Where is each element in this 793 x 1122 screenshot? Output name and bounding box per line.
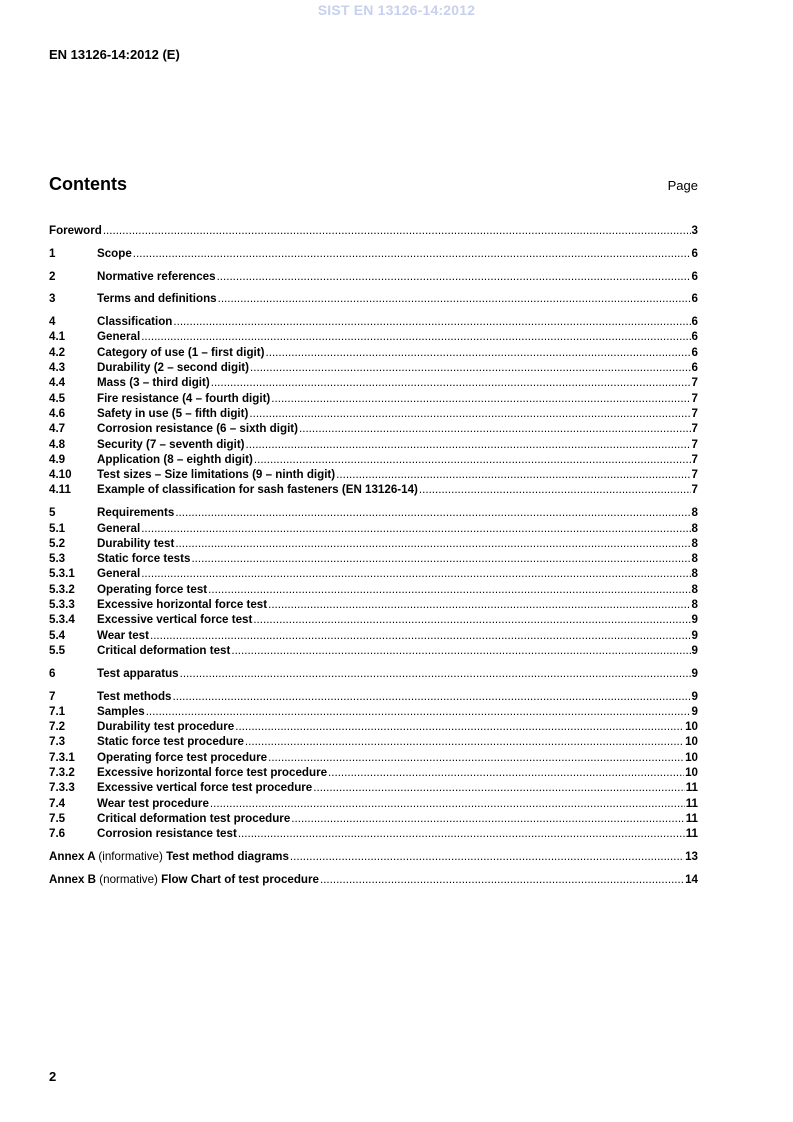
annex-kind: (normative) bbox=[99, 872, 158, 886]
dot-leader bbox=[141, 521, 690, 536]
toc-entry-page: 6 bbox=[691, 269, 698, 283]
dot-leader bbox=[253, 612, 690, 627]
toc-entry-page: 8 bbox=[691, 582, 698, 596]
contents-title: Contents bbox=[49, 174, 127, 194]
dot-leader bbox=[211, 375, 691, 390]
toc-entry[interactable] bbox=[49, 314, 698, 329]
toc-entry-title: Terms and definitions bbox=[97, 292, 217, 306]
toc-entry-number: 4.1 bbox=[49, 330, 66, 344]
toc-entry-title: Corrosion resistance (6 – sixth digit) bbox=[97, 422, 299, 436]
dot-leader bbox=[150, 628, 691, 643]
toc-entry-number: 7.4 bbox=[49, 796, 66, 810]
toc-entry-page: 3 bbox=[691, 224, 698, 237]
dot-leader bbox=[250, 360, 691, 375]
toc-entry[interactable] bbox=[49, 345, 698, 360]
dot-leader bbox=[328, 765, 684, 780]
toc-entry-page: 6 bbox=[691, 315, 698, 329]
toc-entry-page: 10 bbox=[685, 750, 698, 764]
toc-entry-number: 2 bbox=[49, 269, 56, 283]
dot-leader bbox=[208, 582, 690, 597]
toc-entry[interactable] bbox=[49, 536, 698, 551]
dot-leader bbox=[249, 406, 690, 421]
toc-entry[interactable] bbox=[49, 612, 698, 627]
toc-entry[interactable] bbox=[49, 628, 698, 643]
toc-entry-page: 11 bbox=[685, 781, 698, 795]
toc-entry-title bbox=[49, 872, 319, 887]
toc-entry-title: Excessive vertical force test bbox=[97, 613, 253, 627]
toc-entry-title: Critical deformation test procedure bbox=[97, 811, 291, 825]
toc-entry[interactable] bbox=[49, 689, 698, 704]
dot-leader bbox=[419, 482, 691, 497]
dot-leader bbox=[103, 223, 691, 238]
toc-entry-page: 7 bbox=[691, 483, 698, 497]
toc-entry[interactable] bbox=[49, 780, 698, 795]
toc-entry[interactable] bbox=[49, 329, 698, 344]
toc-entry-title: Durability test bbox=[97, 536, 175, 550]
toc-entry-title: Operating force test procedure bbox=[97, 750, 268, 764]
toc-entry-title: Critical deformation test bbox=[97, 643, 231, 657]
toc-entry-title: Security (7 – seventh digit) bbox=[97, 437, 245, 451]
toc-entry-title: Test apparatus bbox=[97, 666, 179, 680]
toc-entry-number: 4.3 bbox=[49, 361, 66, 375]
toc-entry[interactable] bbox=[49, 704, 698, 719]
toc-entry-page: 7 bbox=[691, 422, 698, 436]
page-column-label: Page bbox=[667, 178, 698, 193]
toc-entry-page: 11 bbox=[685, 811, 698, 825]
dot-leader bbox=[175, 505, 690, 520]
toc-entry[interactable] bbox=[49, 269, 698, 284]
dot-leader bbox=[175, 536, 690, 551]
toc-entry-page: 14 bbox=[685, 872, 698, 886]
toc-entry-page: 7 bbox=[691, 452, 698, 466]
toc-entry-title: Static force tests bbox=[97, 552, 191, 566]
toc-entry-number: 7.6 bbox=[49, 827, 66, 841]
toc-entry[interactable] bbox=[49, 811, 698, 826]
toc-entry-number: 5.2 bbox=[49, 536, 66, 550]
toc-entry[interactable] bbox=[49, 406, 698, 421]
dot-leader bbox=[191, 551, 690, 566]
toc-entry-page: 9 bbox=[691, 704, 698, 718]
toc-entry-title: Safety in use (5 – fifth digit) bbox=[97, 406, 249, 420]
annex-kind: (informative) bbox=[98, 849, 163, 863]
annex-title: Flow Chart of test procedure bbox=[161, 872, 319, 886]
dot-leader bbox=[235, 719, 684, 734]
dot-leader bbox=[173, 689, 691, 704]
toc-entry[interactable] bbox=[49, 826, 698, 841]
toc-entry-title: Fire resistance (4 – fourth digit) bbox=[97, 391, 271, 405]
toc-entry-page: 7 bbox=[691, 391, 698, 405]
toc-entry-title: Classification bbox=[97, 315, 173, 329]
dot-leader bbox=[291, 811, 684, 826]
toc-entry-page: 9 bbox=[691, 613, 698, 627]
toc-entry-number: 5.3.1 bbox=[49, 567, 75, 581]
toc-entry-page: 7 bbox=[691, 376, 698, 390]
toc-entry-page: 6 bbox=[691, 345, 698, 359]
toc-entry-page: 8 bbox=[691, 598, 698, 612]
toc-entry-number: 7.5 bbox=[49, 811, 66, 825]
toc-entry-title: Wear test bbox=[97, 628, 149, 642]
toc-entry-annex-b[interactable] bbox=[49, 872, 698, 887]
toc-entry-number: 7.1 bbox=[49, 704, 66, 718]
toc-entry[interactable] bbox=[49, 421, 698, 436]
dot-leader bbox=[336, 467, 690, 482]
toc-entry-number: 5 bbox=[49, 506, 56, 520]
dot-leader bbox=[290, 849, 684, 864]
toc-entry-title: Scope bbox=[97, 246, 132, 260]
toc-entry-number: 7.3.2 bbox=[49, 766, 75, 779]
toc-entry-title: Wear test procedure bbox=[97, 796, 209, 810]
toc-entry-page: 9 bbox=[691, 628, 698, 642]
toc-entry-title: Foreword bbox=[49, 224, 102, 237]
toc-entry[interactable] bbox=[49, 796, 698, 811]
toc-entry[interactable] bbox=[49, 467, 698, 482]
toc-entry[interactable] bbox=[49, 566, 698, 581]
toc-entry-number: 5.1 bbox=[49, 521, 66, 535]
table-of-contents bbox=[49, 223, 698, 887]
dot-leader bbox=[245, 734, 684, 749]
toc-entry-page: 6 bbox=[691, 330, 698, 344]
dot-leader bbox=[266, 345, 691, 360]
toc-entry-title bbox=[49, 849, 289, 864]
toc-entry-number: 5.3.2 bbox=[49, 582, 75, 596]
toc-entry-number: 4 bbox=[49, 315, 56, 329]
toc-entry[interactable] bbox=[49, 375, 698, 390]
toc-entry-page: 8 bbox=[691, 567, 698, 581]
toc-entry-title: General bbox=[97, 330, 141, 344]
dot-leader bbox=[146, 704, 691, 719]
toc-entry-number: 7 bbox=[49, 689, 56, 703]
toc-entry-number: 5.3.4 bbox=[49, 613, 75, 627]
toc-entry[interactable] bbox=[49, 551, 698, 566]
dot-leader bbox=[313, 780, 684, 795]
toc-entry-number: 5.3.3 bbox=[49, 598, 75, 612]
dot-leader bbox=[238, 826, 685, 841]
annex-label: Annex B bbox=[49, 872, 97, 886]
dot-leader bbox=[254, 452, 691, 467]
toc-entry-title: Example of classification for sash fasteners (EN 13126-14) bbox=[97, 483, 418, 497]
toc-entry-page: 10 bbox=[685, 735, 698, 749]
dot-leader bbox=[268, 597, 690, 612]
toc-entry-title: Corrosion resistance test bbox=[97, 827, 237, 841]
toc-entry-title: Application (8 – eighth digit) bbox=[97, 452, 253, 466]
toc-entry[interactable] bbox=[49, 505, 698, 520]
dot-leader bbox=[133, 246, 691, 261]
toc-entry-page: 9 bbox=[691, 643, 698, 657]
toc-entry-number: 7.2 bbox=[49, 720, 66, 734]
toc-entry-page: 8 bbox=[691, 552, 698, 566]
toc-entry[interactable] bbox=[49, 360, 698, 375]
toc-entry-number: 5.5 bbox=[49, 643, 66, 657]
toc-entry-number: 4.2 bbox=[49, 345, 66, 359]
toc-entry[interactable] bbox=[49, 291, 698, 306]
toc-entry-page: 6 bbox=[691, 246, 698, 260]
dot-leader bbox=[271, 391, 690, 406]
toc-entry-number: 6 bbox=[49, 666, 56, 680]
toc-entry-title: Excessive horizontal force test procedure bbox=[97, 766, 328, 779]
toc-entry-annex-a[interactable] bbox=[49, 849, 698, 864]
toc-entry-number: 4.9 bbox=[49, 452, 66, 466]
toc-entry[interactable] bbox=[49, 452, 698, 467]
toc-entry[interactable] bbox=[49, 734, 698, 749]
toc-entry-number: 4.7 bbox=[49, 422, 66, 436]
toc-entry-page: 6 bbox=[691, 292, 698, 306]
toc-entry[interactable] bbox=[49, 437, 698, 452]
toc-entry[interactable] bbox=[49, 719, 698, 734]
toc-entry-page: 9 bbox=[691, 666, 698, 680]
toc-entry-number: 4.4 bbox=[49, 376, 66, 390]
toc-entry-number: 5.3 bbox=[49, 552, 66, 566]
toc-entry[interactable] bbox=[49, 521, 698, 536]
toc-entry-title: Operating force test bbox=[97, 582, 208, 596]
toc-entry-title: Normative references bbox=[97, 269, 216, 283]
toc-entry-page: 6 bbox=[691, 361, 698, 375]
toc-entry-title: Excessive vertical force test procedure bbox=[97, 781, 313, 795]
toc-entry-page: 7 bbox=[691, 406, 698, 420]
toc-entry-number: 3 bbox=[49, 292, 56, 306]
toc-entry[interactable] bbox=[49, 246, 698, 261]
toc-entry-number: 4.11 bbox=[49, 483, 71, 497]
dot-leader bbox=[218, 291, 691, 306]
dot-leader bbox=[268, 750, 684, 765]
dot-leader bbox=[246, 437, 691, 452]
toc-entry[interactable] bbox=[49, 643, 698, 658]
dot-leader bbox=[173, 314, 690, 329]
toc-entry-page: 10 bbox=[685, 766, 698, 779]
toc-entry-page: 7 bbox=[691, 437, 698, 451]
toc-entry-number: 4.5 bbox=[49, 391, 66, 405]
toc-entry-foreword[interactable] bbox=[49, 223, 698, 238]
toc-entry-title: Test methods bbox=[97, 689, 172, 703]
toc-entry-page: 8 bbox=[691, 536, 698, 550]
document-id: EN 13126-14:2012 (E) bbox=[49, 47, 180, 62]
toc-entry-title: Static force test procedure bbox=[97, 735, 244, 749]
toc-entry-page: 7 bbox=[691, 468, 698, 482]
toc-entry-number: 7.3.1 bbox=[49, 750, 75, 764]
toc-entry-number: 7.3 bbox=[49, 735, 66, 749]
toc-entry-page: 11 bbox=[685, 827, 698, 841]
toc-entry-number: 7.3.3 bbox=[49, 781, 75, 795]
watermark: SIST EN 13126-14:2012 bbox=[317, 2, 476, 18]
toc-entry[interactable] bbox=[49, 750, 698, 765]
dot-leader bbox=[320, 872, 684, 887]
toc-entry[interactable] bbox=[49, 391, 698, 406]
toc-entry-title: Mass (3 – third digit) bbox=[97, 376, 210, 390]
dot-leader bbox=[210, 796, 685, 811]
dot-leader bbox=[217, 269, 691, 284]
toc-entry-title: General bbox=[97, 521, 141, 535]
toc-entry-page: 13 bbox=[685, 849, 698, 863]
annex-label: Annex A bbox=[49, 849, 96, 863]
toc-entry[interactable] bbox=[49, 666, 698, 681]
toc-entry-page: 10 bbox=[685, 720, 698, 734]
toc-entry-title: General bbox=[97, 567, 141, 581]
dot-leader bbox=[141, 566, 690, 581]
annex-title: Test method diagrams bbox=[166, 849, 289, 863]
toc-entry-title: Requirements bbox=[97, 506, 175, 520]
toc-entry-number: 4.10 bbox=[49, 468, 72, 482]
toc-entry-page: 9 bbox=[691, 689, 698, 703]
dot-leader bbox=[299, 421, 691, 436]
toc-entry-number: 4.8 bbox=[49, 437, 66, 451]
toc-entry-title: Samples bbox=[97, 704, 145, 718]
toc-entry-title: Durability test procedure bbox=[97, 720, 235, 734]
toc-entry-title: Durability (2 – second digit) bbox=[97, 361, 250, 375]
toc-entry-title: Test sizes – Size limitations (9 – ninth digit) bbox=[97, 468, 336, 482]
toc-entry-page: 8 bbox=[691, 506, 698, 520]
toc-entry[interactable] bbox=[49, 597, 698, 612]
toc-entry[interactable] bbox=[49, 765, 698, 780]
toc-entry-title: Category of use (1 – first digit) bbox=[97, 345, 265, 359]
dot-leader bbox=[231, 643, 690, 658]
toc-entry-page: 11 bbox=[685, 796, 698, 810]
toc-entry-number: 4.6 bbox=[49, 406, 66, 420]
toc-entry[interactable] bbox=[49, 482, 698, 497]
dot-leader bbox=[141, 329, 690, 344]
toc-entry[interactable] bbox=[49, 582, 698, 597]
toc-entry-number: 1 bbox=[49, 246, 56, 260]
toc-entry-number: 5.4 bbox=[49, 628, 66, 642]
toc-entry-title: Excessive horizontal force test bbox=[97, 598, 268, 612]
dot-leader bbox=[180, 666, 691, 681]
toc-entry-page: 8 bbox=[691, 521, 698, 535]
page-number: 2 bbox=[49, 1069, 57, 1084]
